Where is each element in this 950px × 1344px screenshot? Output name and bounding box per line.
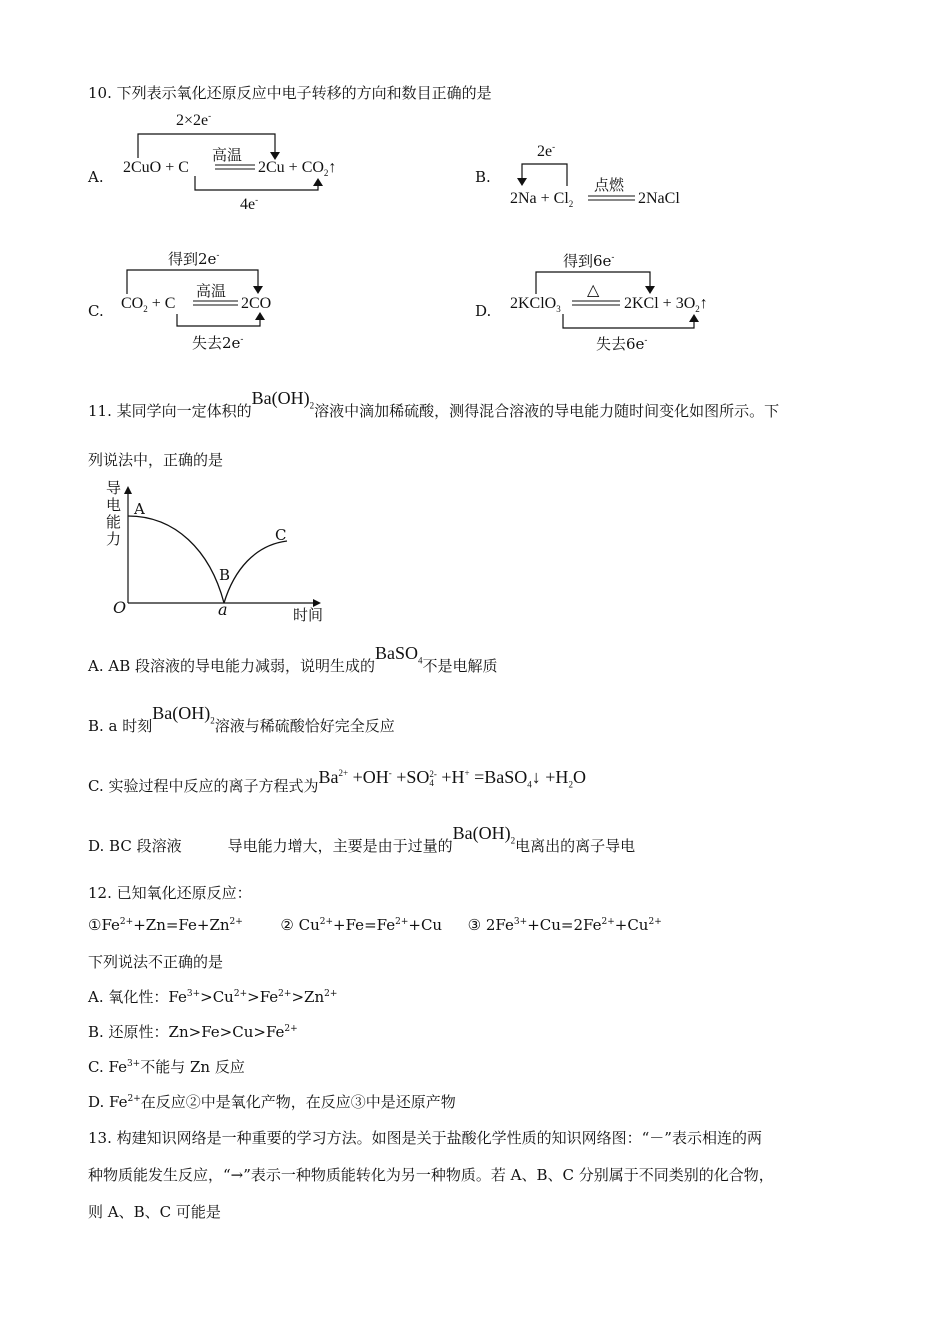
q12-reaction-2: ② $Cu^{2+}+Fe=Fe^{2+}+Cu$ [280,916,443,934]
q10-c-bottom-electrons: 失去2e- [192,334,244,352]
q10-d-rhs: $2KCl + 3O_2↑$ [624,295,708,315]
q10-a-lhs: 2CuO + C [123,159,189,176]
graph-origin-label: O [113,598,127,617]
q10-c-rhs: 2CO [241,295,272,312]
q10-a-bottom-electrons: 4e- [240,194,259,213]
q10-b-top-electrons: 2e- [537,141,556,160]
q10-c-condition: 高温 [196,282,227,300]
q10-d-lhs: 2KClO$_3$ [510,295,561,315]
graph-y-label: 导电能力 [106,479,122,548]
q11-conductivity-graph [0,0,1,1]
q10-option-a-label: A. [88,168,104,186]
graph-time-a-label: a [218,600,228,619]
q10-d-top-electrons: 得到6e- [563,252,615,270]
q12-reactions [88,916,662,934]
q11-option-d: D. BC 段溶液 导电能力增大，主要是由于过量的$Ba(OH)_2$电离出的离子导电 [88,823,636,855]
q11-stem-line2: 列说法中，正确的是 [88,451,224,469]
q11-option-b: B. a 时刻$Ba(OH)_2$溶液与稀硫酸恰好完全反应 [88,703,395,735]
q10-d-bottom-electrons: 失去6e- [596,335,648,353]
q11-ionic-equation: $Ba^{2+} +OH^- +SO2-$ 4 +H+ =BaSO$_4$↓ $+H_2O$ [318,767,586,790]
graph-y-arrow [124,486,132,494]
q12-reaction-1: $①Fe^{2+}+Zn=Fe+Zn^{2+}$ [88,916,243,934]
graph-curve-ab [128,516,224,603]
q13-line2: 种物质能发生反应，“→”表示一种物质能转化为另一种物质。若 A、B、C 分别属于不同类别的化合物， [88,1166,774,1184]
q12-option-c: C. $Fe^{3+}$不能与 Zn 反应 [88,1058,245,1076]
q11-option-a: A. AB 段溶液的导电能力减弱，说明生成的BaSO$_4$不是电解质 [88,643,498,675]
q10-a-condition: 高温 [212,146,243,164]
q11-stem-line1: 11. 某同学向一定体积的$Ba(OH)_2$溶液中滴加稀硫酸，测得混合溶液的导电能力随时间变化如图所示。下 [88,388,780,420]
q13-line1: 13. 构建知识网络是一种重要的学习方法。如图是关于盐酸化学性质的知识网络图：“－”表示相连的两 [88,1129,762,1147]
q10-c-top-electrons: 得到2e- [168,250,220,268]
q12-reaction-3: ③ $2Fe^{3+}+Cu=2Fe^{2+}+Cu^{2+}$ [467,916,662,934]
q10-option-b-label: B. [475,168,491,186]
q10-a-rhs: $2Cu + CO_2↑$ [258,159,337,179]
q10-stem: 10. 下列表示氧化还原反应中电子转移的方向和数目正确的是 [88,84,492,102]
q12-option-d: D. $Fe^{2+}$在反应②中是氧化产物，在反应③中是还原产物 [88,1093,456,1111]
graph-point-a-label: A [134,500,145,518]
q12-question: 下列说法不正确的是 [88,953,224,971]
q10-b-condition: 点燃 [594,176,625,194]
q12-stem: 12. 已知氧化还原反应： [88,884,252,902]
q10-option-c-label: C. [88,302,104,320]
q10-b-rhs: 2NaCl [638,190,680,207]
q10-c-lhs: $CO_2 + C$ [121,295,176,315]
q12-option-a: A. 氧化性：$Fe^{3+}>Cu^{2+}>Fe^{2+}>Zn^{2+}$ [88,988,338,1006]
q10-a-top-electrons: 2×2e- [176,110,212,129]
q13-line3: 则 A、B、C 可能是 [88,1203,221,1221]
q11-option-c: C. 实验过程中反应的离子方程式为$Ba^{2+} +OH^- +SO2-$ 4 +H+ =BaSO$_4$↓ $+H_2O$ [88,767,586,795]
graph-x-label: 时间 [293,606,324,624]
graph-point-b-label: B [219,566,231,584]
graph-point-c-label: C [275,526,287,544]
graph-curve-bc [224,541,287,603]
q12-option-b: B. 还原性：$Zn>Fe>Cu>Fe^{2+}$ [88,1023,298,1041]
q10-d-condition: △ [587,280,600,299]
q10-b-lhs: $2Na + Cl_2$ [510,190,574,210]
q10-option-d-label: D. [475,302,492,320]
